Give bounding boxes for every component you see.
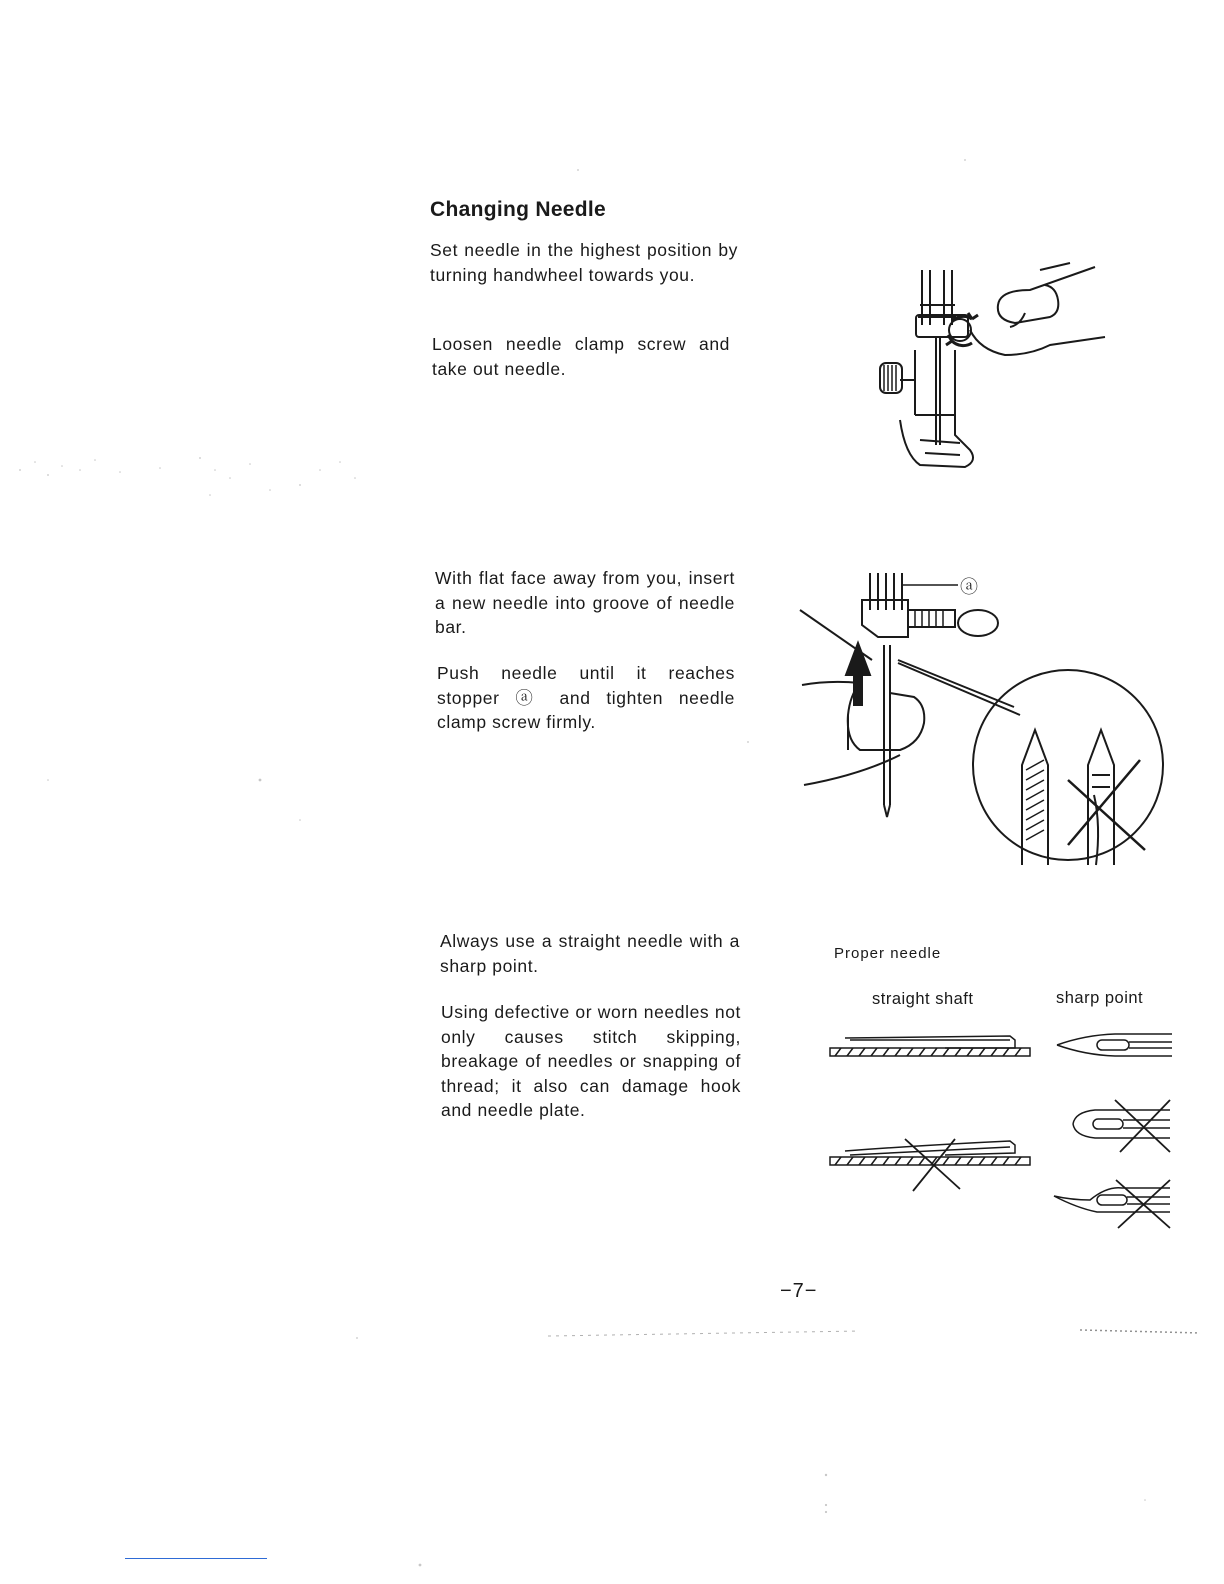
- bent-shaft-bad-illustration: [825, 1135, 1035, 1195]
- stopper-callout: ⓐ: [960, 577, 978, 598]
- sharp-point-good-illustration: [1055, 1030, 1175, 1060]
- needle-insertion-illustration: [790, 565, 1180, 885]
- section-title: Changing Needle: [430, 198, 607, 221]
- step-text-defective-needles: Using defective or worn needles not only causes stitch skipping, breakage of needles or snapping of thread; it also can damage hook and needle plate.: [441, 1002, 741, 1120]
- burred-point-bad-illustration: [1052, 1178, 1174, 1230]
- stopper-marker: ⓐ: [515, 687, 544, 708]
- step-text-insert-needle: With flat face away from you, insert a new needle into groove of needle bar.: [435, 568, 735, 637]
- step-text-straight-needle: Always use a straight needle with a sharp point.: [440, 931, 740, 976]
- blunt-point-bad-illustration: [1065, 1098, 1175, 1156]
- straight-shaft-label: straight shaft: [872, 990, 974, 1008]
- sharp-point-label: sharp point: [1056, 989, 1144, 1007]
- scan-edge-line: [125, 1558, 267, 1559]
- proper-needle-caption: Proper needle: [834, 945, 942, 962]
- handwheel-and-clamp-illustration: [860, 255, 1120, 485]
- step-text-push-before: Push needle until it reaches stopper: [437, 663, 735, 708]
- page-number: −7−: [780, 1280, 818, 1302]
- straight-shaft-good-illustration: [825, 1028, 1035, 1060]
- step-text-push-after: and tighten needle clamp screw firmly.: [437, 687, 735, 732]
- step-text-push-needle: [437, 661, 735, 735]
- step-text-loosen-clamp: Loosen needle clamp screw and take out needle.: [432, 334, 730, 379]
- step-text-set-needle: Set needle in the highest position by turning handwheel towards you.: [430, 240, 738, 285]
